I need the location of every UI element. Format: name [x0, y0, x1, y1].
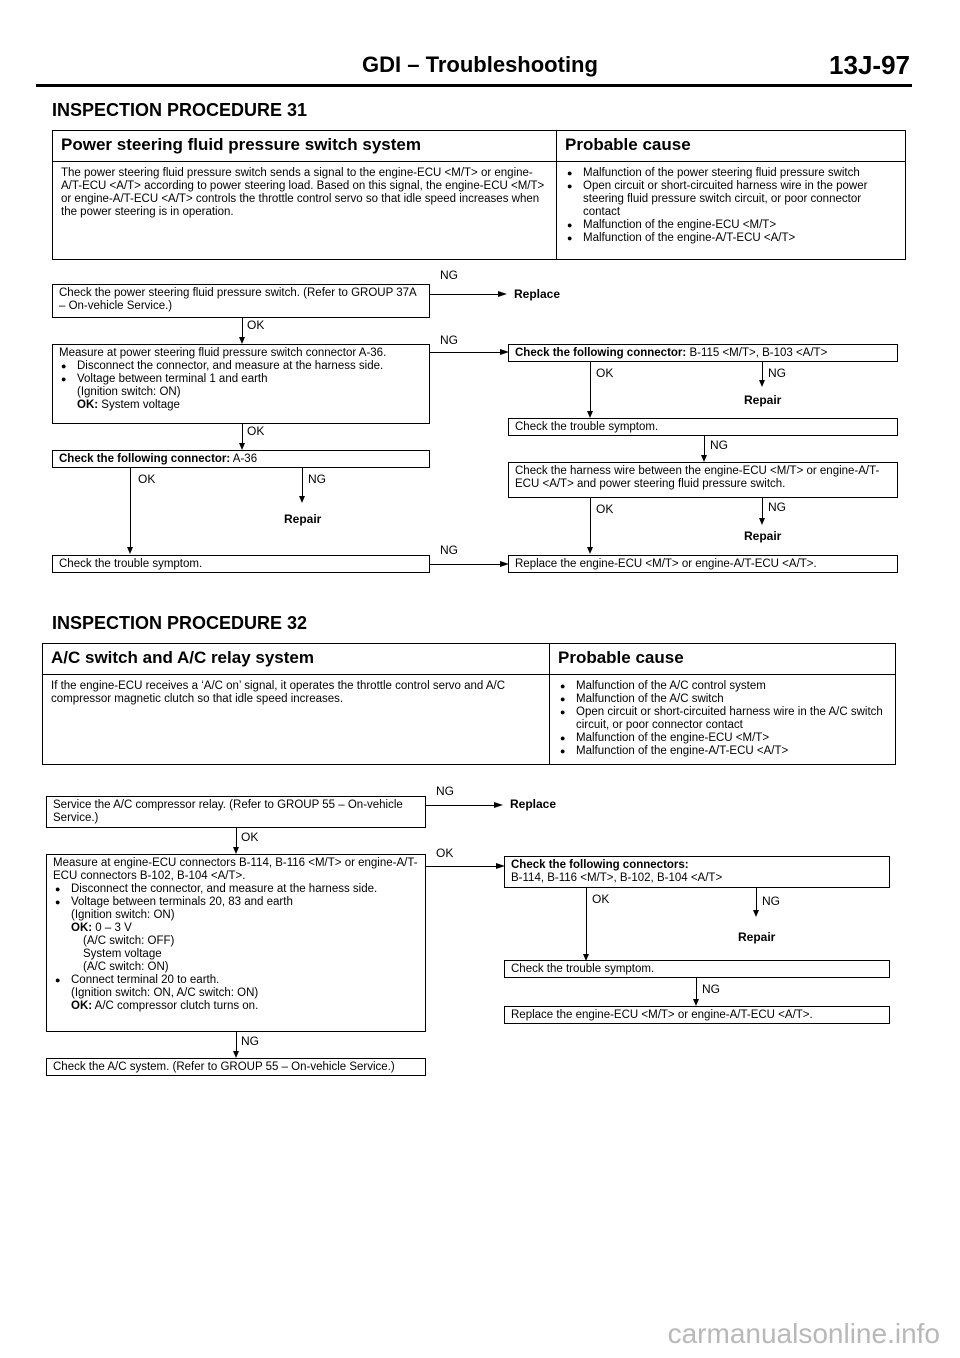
p31-step4-box: Check the trouble symptom. — [52, 555, 430, 573]
p31-right-step1-box: Check the following connector: B-115 <M/T>, B-103 <A/T> — [508, 344, 898, 362]
probable-cause-list — [565, 167, 897, 245]
procedure-32-title: INSPECTION PROCEDURE 32 — [52, 613, 308, 633]
ok-label: OK — [592, 892, 610, 906]
p32-step3-box: Check the A/C system. (Refer to GROUP 55 – On-vehicle Service.) — [46, 1058, 426, 1076]
cause-item: ● Malfunction of the engine-A/T-ECU <A/T> — [565, 232, 897, 245]
repair-label: Repair — [738, 930, 776, 944]
watermark: carmanualsonline.info — [667, 1318, 940, 1349]
ok-label: OK — [247, 318, 265, 332]
ng-label: NG — [440, 268, 458, 282]
replace-label: Replace — [510, 797, 557, 811]
ng-label: NG — [702, 982, 720, 996]
cause-item: ● Malfunction of the A/C control system — [558, 680, 887, 693]
ok-label: OK — [596, 366, 614, 380]
p32-right-step1-box: Check the following connectors: B-114, B-116 <M/T>, B-102, B-104 <A/T> — [504, 856, 890, 888]
cause-item: ● Malfunction of the power steering fluid pressure switch — [565, 167, 897, 180]
ng-label: NG — [241, 1034, 259, 1048]
page-number: 13J-97 — [829, 50, 910, 80]
p31-right-step3-box: Check the harness wire between the engine-ECU <M/T> or engine-A/T-ECU <A/T> and power steering fluid pressure switch. — [508, 462, 898, 498]
ok-label: OK — [241, 830, 259, 844]
procedure-31-title: INSPECTION PROCEDURE 31 — [52, 100, 308, 120]
header-rule — [36, 84, 912, 87]
ng-label: NG — [762, 894, 780, 908]
p31-step1-box: Check the power steering fluid pressure switch. (Refer to GROUP 37A – On-vehicle Service.) — [52, 284, 430, 318]
cause-item: ● Malfunction of the engine-A/T-ECU <A/T> — [558, 745, 887, 758]
procedure-32-table — [42, 643, 896, 765]
cause-item: ● Malfunction of the engine-ECU <M/T> — [558, 732, 887, 745]
probable-cause-list — [558, 680, 887, 758]
system-title: Power steering fluid pressure switch system — [53, 131, 556, 162]
cause-item: ● Malfunction of the A/C switch — [558, 693, 887, 706]
p31-right-step4-box: Replace the engine-ECU <M/T> or engine-A/T-ECU <A/T>. — [508, 555, 898, 573]
p31-right-step2-box: Check the trouble symptom. — [508, 418, 898, 436]
ng-label: NG — [710, 438, 728, 452]
cause-item: ● Open circuit or short-circuited harness wire in the power steering fluid pressure switch circuit, or poor connector contact — [565, 180, 897, 219]
p32-right-step3-box: Replace the engine-ECU <M/T> or engine-A/T-ECU <A/T>. — [504, 1006, 890, 1024]
system-description: If the engine-ECU receives a ‘A/C on’ signal, it operates the throttle control servo and A/C compressor magnetic clutch so that idle speed increases. — [51, 680, 506, 705]
repair-label: Repair — [744, 393, 782, 407]
ng-label: NG — [440, 543, 458, 557]
probable-cause-heading: Probable cause — [550, 644, 895, 675]
system-title: A/C switch and A/C relay system — [43, 644, 549, 675]
cause-item: ● Malfunction of the engine-ECU <M/T> — [565, 219, 897, 232]
ok-label: OK — [247, 424, 265, 438]
system-description: The power steering fluid pressure switch sends a signal to the engine-ECU <M/T> or engine-A/T-ECU <A/T> according to power steering load. Based on this signal, the engine-ECU <M/T> or engine-A/T-ECU <A/T> controls the throttle control servo so that idle speed increases when the power steering is in operation. — [61, 167, 545, 218]
p32-right-step2-box: Check the trouble symptom. — [504, 960, 890, 978]
repair-label: Repair — [744, 529, 782, 543]
p31-step2-box: Measure at power steering fluid pressure switch connector A-36. ● Disconnect the connector, and measure at the harness side. ● Voltage between terminal 1 and earth (Ignition switch: ON) OK: System voltage — [52, 344, 430, 424]
ng-label: NG — [436, 784, 454, 798]
p31-step3-box: Check the following connector: A-36 — [52, 450, 430, 468]
replace-label: Replace — [514, 287, 561, 301]
page-title: GDI – Troubleshooting — [362, 52, 598, 77]
ng-label: NG — [308, 472, 326, 486]
ok-label: OK — [436, 846, 454, 860]
ng-label: NG — [440, 333, 458, 347]
probable-cause-heading: Probable cause — [557, 131, 905, 162]
repair-label: Repair — [284, 512, 322, 526]
p32-step2-box: Measure at engine-ECU connectors B-114, B-116 <M/T> or engine-A/T-ECU connectors B-102, B-104 <A/T>. ● Disconnect the connector, and measure at the harness side. ● Voltage between terminals 20, 83 and earth (Ignition switch: ON) OK: 0 – 3 V (A/C switch: OFF) System voltage (A/C switch: ON) ● Connect terminal 20 to earth. (Ignition switch: ON, A/C switch: ON) OK: A/C compressor clutch turns on. — [46, 854, 426, 1032]
procedure-31-table — [52, 130, 906, 260]
p32-step1-box: Service the A/C compressor relay. (Refer to GROUP 55 – On-vehicle Service.) — [46, 796, 426, 828]
ok-label: OK — [596, 502, 614, 516]
cause-item: ● Open circuit or short-circuited harness wire in the A/C switch circuit, or poor connector contact — [558, 706, 887, 732]
ng-label: NG — [768, 366, 786, 380]
ng-label: NG — [768, 500, 786, 514]
ok-label: OK — [138, 472, 156, 486]
